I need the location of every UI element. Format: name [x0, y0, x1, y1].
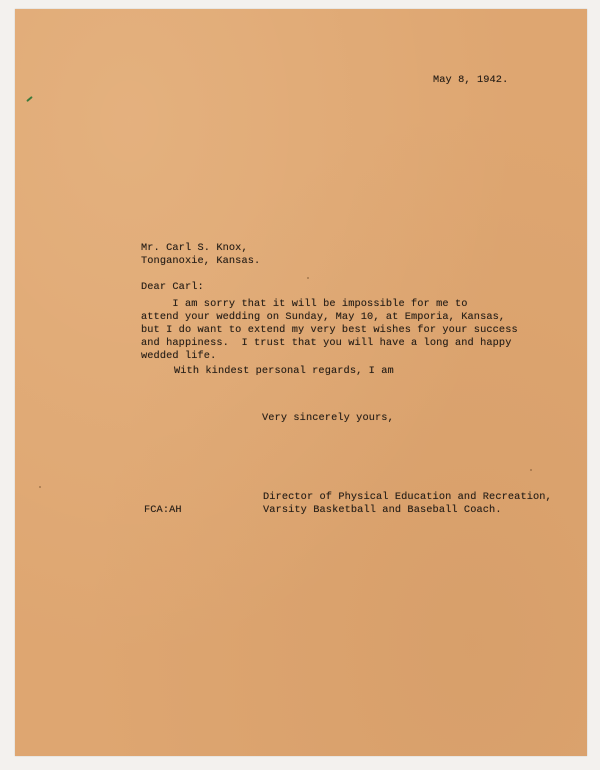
letter-date: May 8, 1942.	[433, 74, 509, 86]
signature-title-line: Varsity Basketball and Baseball Coach.	[263, 504, 502, 516]
body-line: and happiness. I trust that you will have a long and happy	[141, 337, 512, 349]
recipient-city: Tonganoxie, Kansas.	[141, 255, 261, 267]
paper-speck	[39, 486, 41, 488]
body-line: I am sorry that it will be impossible for me to	[141, 298, 468, 310]
signature-title-line: Director of Physical Education and Recreation,	[263, 491, 552, 503]
body-line: attend your wedding on Sunday, May 10, at Emporia, Kansas,	[141, 311, 506, 323]
reference-initials: FCA:AH	[144, 504, 182, 516]
body-line: wedded life.	[141, 350, 217, 362]
recipient-name: Mr. Carl S. Knox,	[141, 242, 248, 254]
green-ink-mark	[26, 96, 33, 102]
paper-speck	[530, 469, 532, 471]
salutation: Dear Carl:	[141, 281, 204, 293]
regards-line: With kindest personal regards, I am	[174, 365, 394, 377]
paper-speck	[307, 277, 309, 279]
letter-page	[15, 9, 587, 756]
closing-line: Very sincerely yours,	[262, 412, 394, 424]
body-line: but I do want to extend my very best wishes for your success	[141, 324, 518, 336]
